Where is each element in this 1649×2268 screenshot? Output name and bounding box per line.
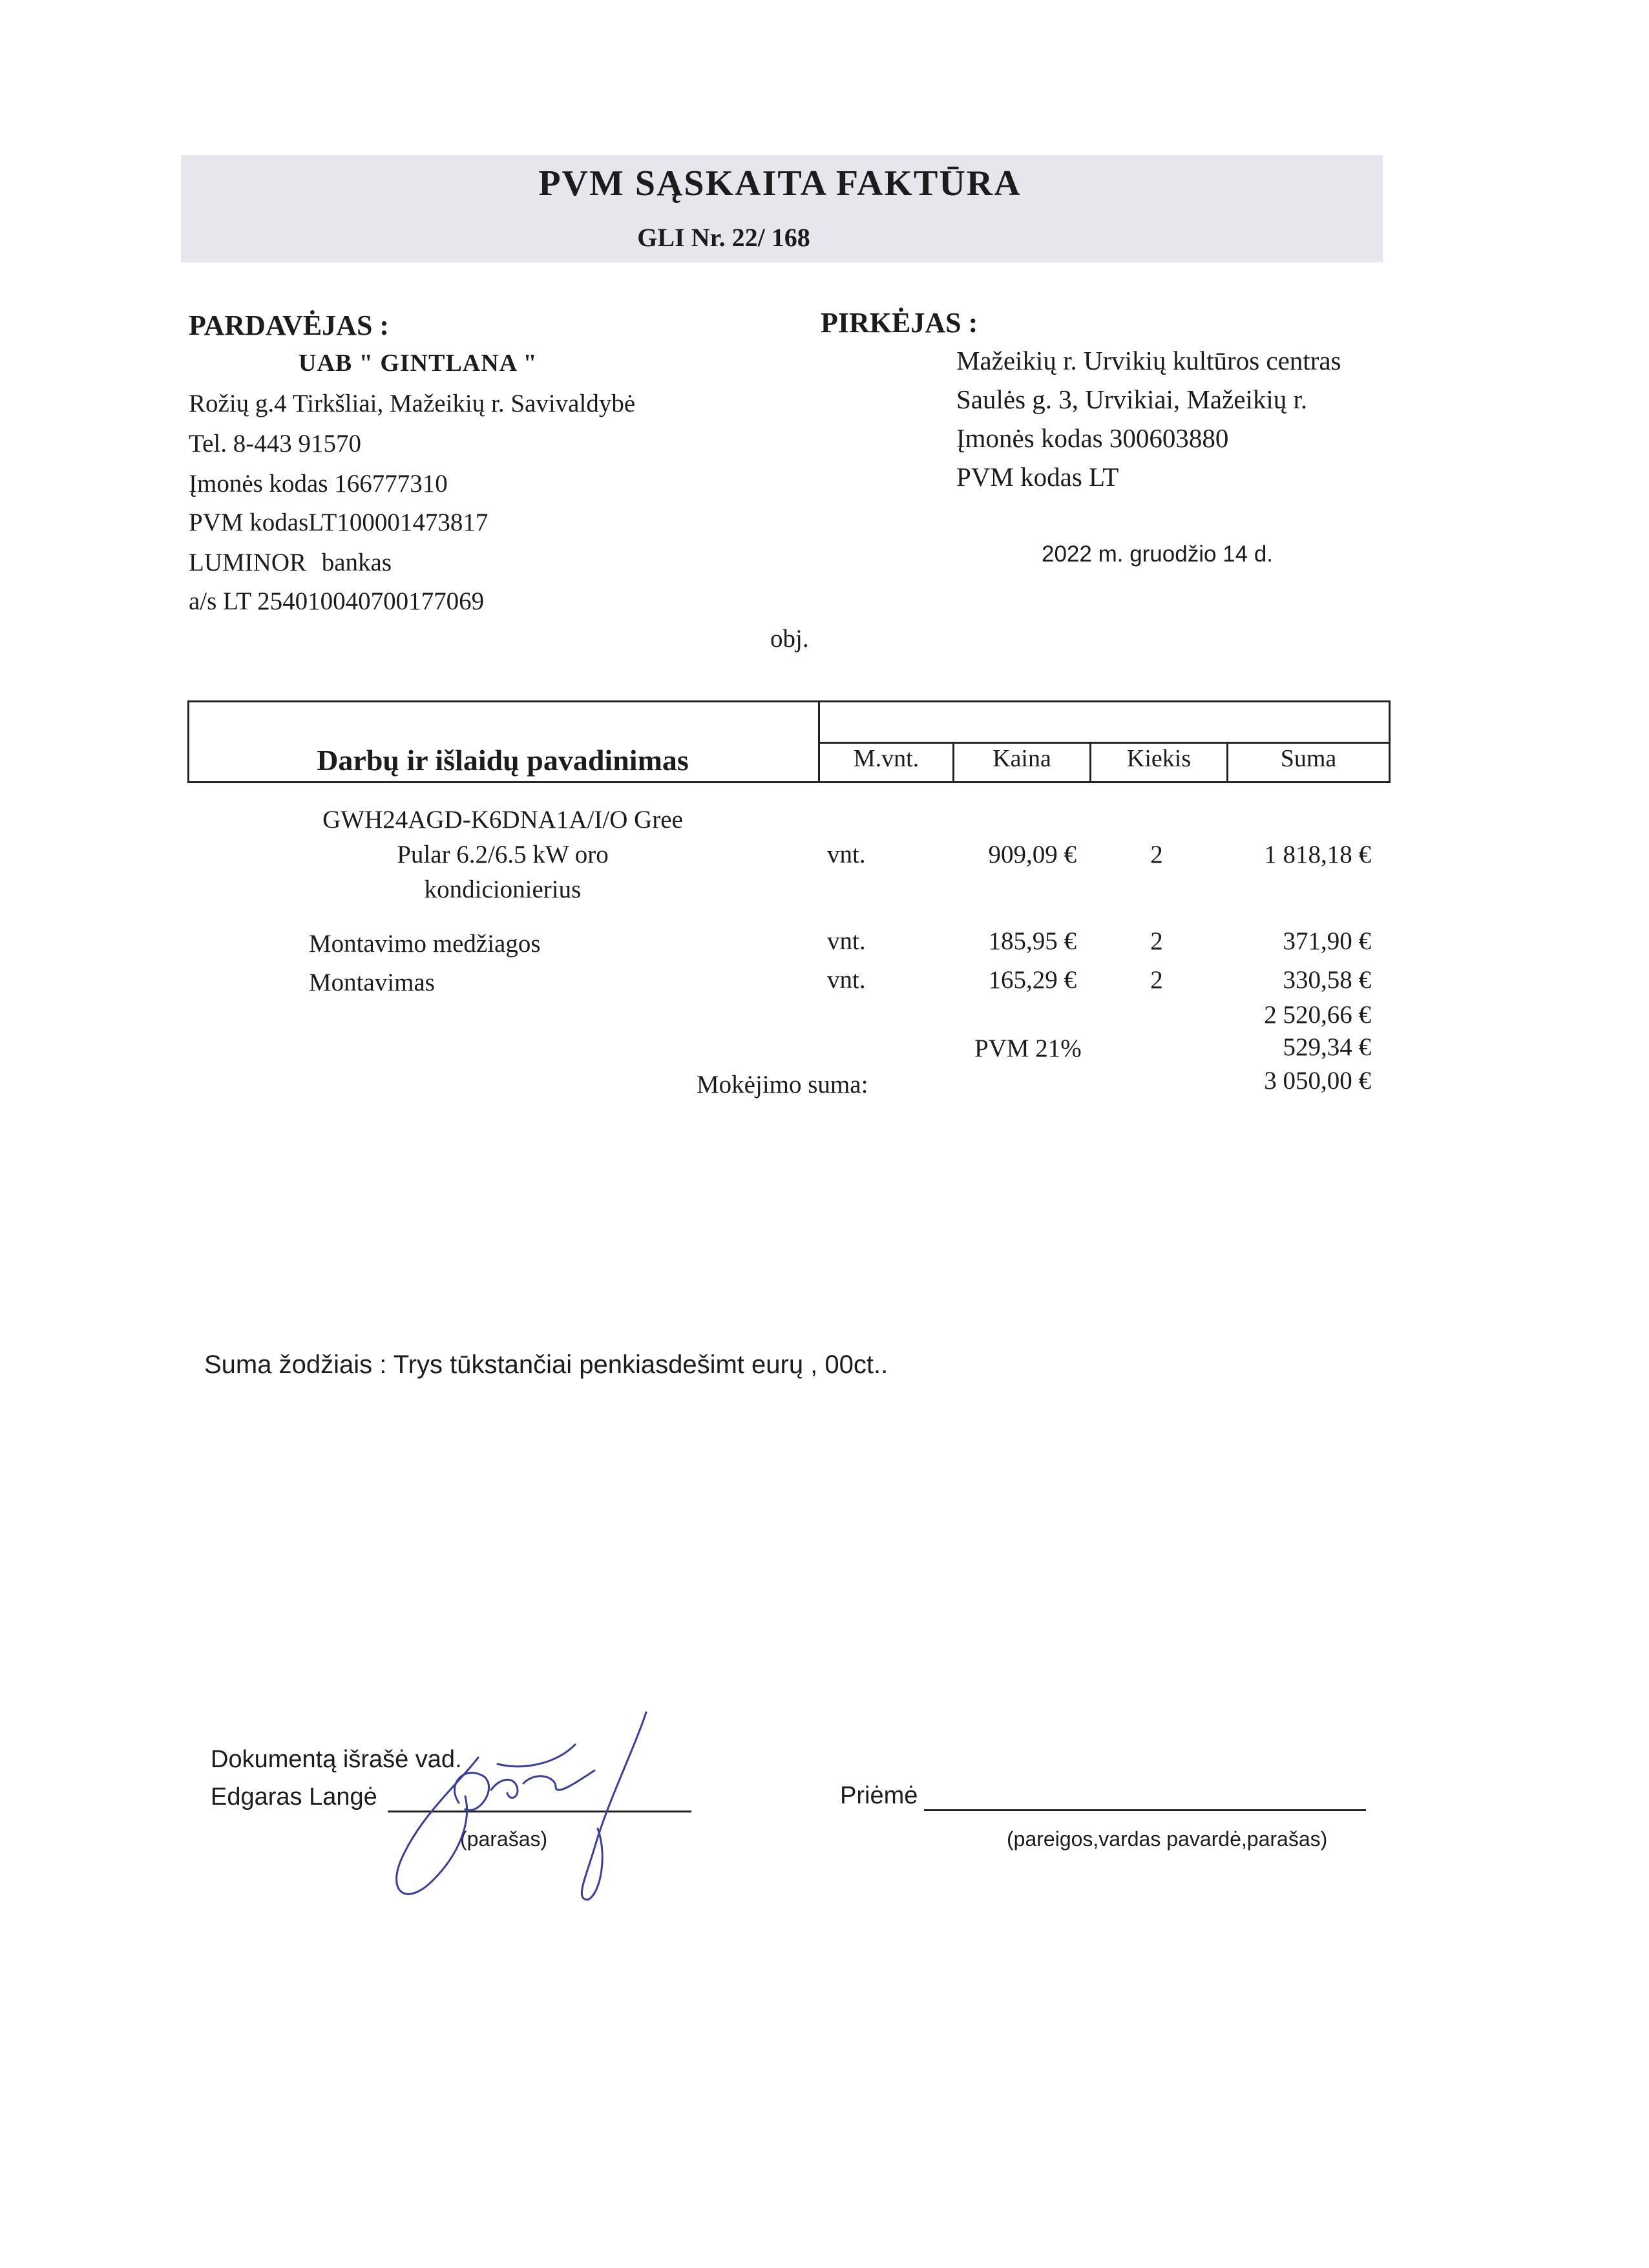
- issuer-title: Dokumentą išrašė vad.: [211, 1746, 462, 1773]
- total-label: Mokėjimo suma:: [697, 1071, 868, 1098]
- table-row-3-qty: 2: [1150, 966, 1163, 994]
- handwritten-signature: [362, 1706, 672, 1926]
- receiver-label: Priėmė: [840, 1782, 918, 1809]
- buyer-company-code: Įmonės kodas 300603880: [956, 423, 1229, 453]
- table-row-2-price: 185,95 €: [988, 927, 1077, 955]
- table-row-3-name: Montavimas: [309, 969, 435, 996]
- table-row-3-unit: vnt.: [827, 966, 866, 994]
- table-row-1-name-line-1: GWH24AGD-K6DNA1A/I/O Gree: [322, 806, 683, 834]
- column-header-qty: Kiekis: [1126, 745, 1192, 772]
- object-label: obj.: [770, 625, 809, 653]
- seller-name: UAB " GINTLANA ": [299, 350, 538, 377]
- column-header-unit: M.vnt.: [853, 745, 919, 772]
- seller-company-code: Įmonės kodas 166777310: [189, 470, 448, 498]
- table-row-2-sum: 371,90 €: [1283, 927, 1371, 955]
- seller-phone: Tel. 8-443 91570: [189, 430, 361, 457]
- receiver-signature-line: [924, 1809, 1366, 1811]
- seller-bank: LUMINOR bankas: [189, 549, 392, 576]
- seller-address: Rožių g.4 Tirkšliai, Mažeikių r. Savivaldybė: [189, 390, 636, 417]
- receiver-signature-caption: (pareigos,vardas pavardė,parašas): [1007, 1827, 1328, 1851]
- issuer-signature-caption: (parašas): [460, 1827, 548, 1851]
- table-row-1-name-line-3: kondicionierius: [424, 876, 582, 903]
- table-row-3-sum: 330,58 €: [1283, 966, 1371, 994]
- invoice-number: GLI Nr. 22/ 168: [637, 223, 810, 252]
- buyer-name: Mažeikių r. Urvikių kultūros centras: [956, 346, 1341, 375]
- table-row-3-price: 165,29 €: [988, 966, 1077, 994]
- buyer-label: PIRKĖJAS :: [821, 307, 978, 339]
- amount-in-words: Suma žodžiais : Trys tūkstančiai penkiasdešimt eurų , 00ct..: [204, 1350, 888, 1379]
- vat-label: PVM 21%: [974, 1034, 1082, 1062]
- total-value: 3 050,00 €: [1264, 1067, 1371, 1095]
- table-row-2-qty: 2: [1150, 927, 1163, 955]
- issuer-name: Edgaras Langė: [211, 1783, 377, 1811]
- seller-vat-code: PVM kodasLT100001473817: [189, 509, 488, 536]
- table-row-1-unit: vnt.: [827, 841, 866, 868]
- subtotal-value: 2 520,66 €: [1264, 1001, 1371, 1029]
- vat-value: 529,34 €: [1283, 1033, 1371, 1061]
- buyer-vat-code: PVM kodas LT: [956, 462, 1119, 492]
- column-header-name: Darbų ir išlaidų pavadinimas: [317, 744, 689, 777]
- table-row-1-qty: 2: [1150, 841, 1163, 868]
- table-row-1-price: 909,09 €: [988, 841, 1077, 868]
- table-row-2-name: Montavimo medžiagos: [309, 930, 541, 958]
- seller-label: PARDAVĖJAS :: [189, 310, 390, 341]
- column-header-price: Kaina: [993, 745, 1051, 772]
- document-title: PVM SĄSKAITA FAKTŪRA: [538, 163, 1022, 204]
- buyer-address: Saulės g. 3, Urvikiai, Mažeikių r.: [956, 384, 1308, 414]
- table-row-1-sum: 1 818,18 €: [1264, 841, 1371, 868]
- table-row-1-name-line-2: Pular 6.2/6.5 kW oro: [397, 841, 609, 868]
- invoice-date: 2022 m. gruodžio 14 d.: [1042, 541, 1274, 567]
- table-row-2-unit: vnt.: [827, 927, 866, 955]
- column-header-sum: Suma: [1280, 745, 1337, 772]
- seller-account: a/s LT 254010040700177069: [189, 587, 485, 615]
